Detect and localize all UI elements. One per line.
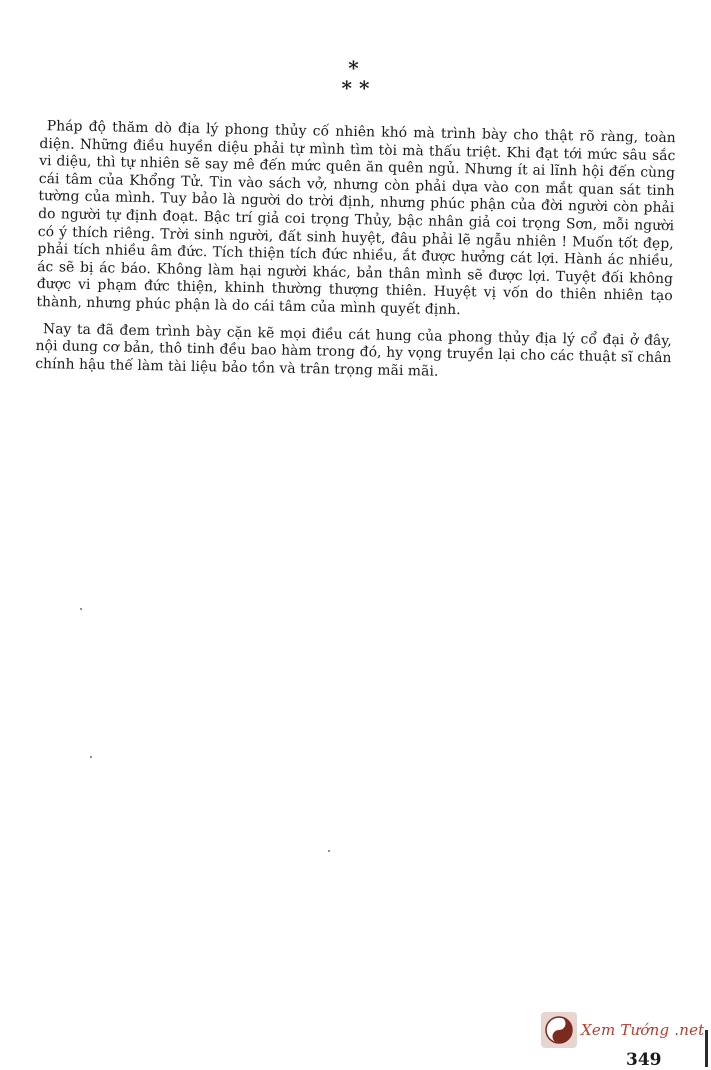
section-ornament-top: *	[348, 56, 359, 80]
yin-yang-icon	[541, 1012, 577, 1048]
watermark-text: Xem Tướng .net	[581, 1021, 705, 1039]
scan-speck	[80, 608, 82, 610]
scan-speck	[90, 756, 92, 758]
section-ornament-bottom: * *	[341, 76, 370, 100]
paragraph-2: Nay ta đã đem trình bày cặn kẽ mọi điều cát hung của phong thủy địa lý cổ đại ở đây, nội dung cơ bản, thô tinh đều bao hàm trong đó, hy vọng truyền lại cho các thuật sĩ chân chính hậu thế làm tài liệu bảo tồn và trân trọng mãi mãi.	[35, 320, 672, 380]
paragraph-1: Pháp độ thăm dò địa lý phong thủy cố nhiên khó mà trình bày cho thật rõ ràng, toàn diện. Những điều huyền diệu phải tự mình tìm tòi mà thấu triệt. Khi đạt tới mức sâu sắc vi diệu, thì tự nhiên sẽ say mê đến mức quên ăn quên ngủ. Nhưng ít ai lĩnh hội đến cùng cái tâm của Khổng Tử. Tin vào sách vở, nhưng còn phải dựa vào con mắt quan sát tinh tường của mình. Tuy bảo là người do trời định, nhưng phúc phận của đời người còn phải do người tự định đoạt. Bậc trí giả coi trọng Thủy, bậc nhân giả coi trọng Sơn, mỗi người có ý thích riêng. Trời sinh người, đất sinh huyệt, đâu phải lẽ ngẫu nhiên ! Muốn tốt đẹp, phải tích nhiều âm đức. Tích thiện tích đức nhiều, ắt được hưởng cát lợi. Hành ác nhiều, ác sẽ bị ác báo. Không làm hại người khác, bản thân mình sẽ được lợi. Tuyệt đối không được vi phạm đức thiện, khinh thường thượng thiên. Huyệt vị vốn do thiên nhiên tạo thành, nhưng phúc phận là do cái tâm của mình quyết định.	[36, 118, 676, 319]
scan-speck	[328, 850, 330, 852]
scan-edge-mark	[705, 1030, 708, 1067]
watermark	[541, 1010, 705, 1050]
page-number: 349	[626, 1050, 662, 1070]
body-text	[35, 118, 676, 385]
